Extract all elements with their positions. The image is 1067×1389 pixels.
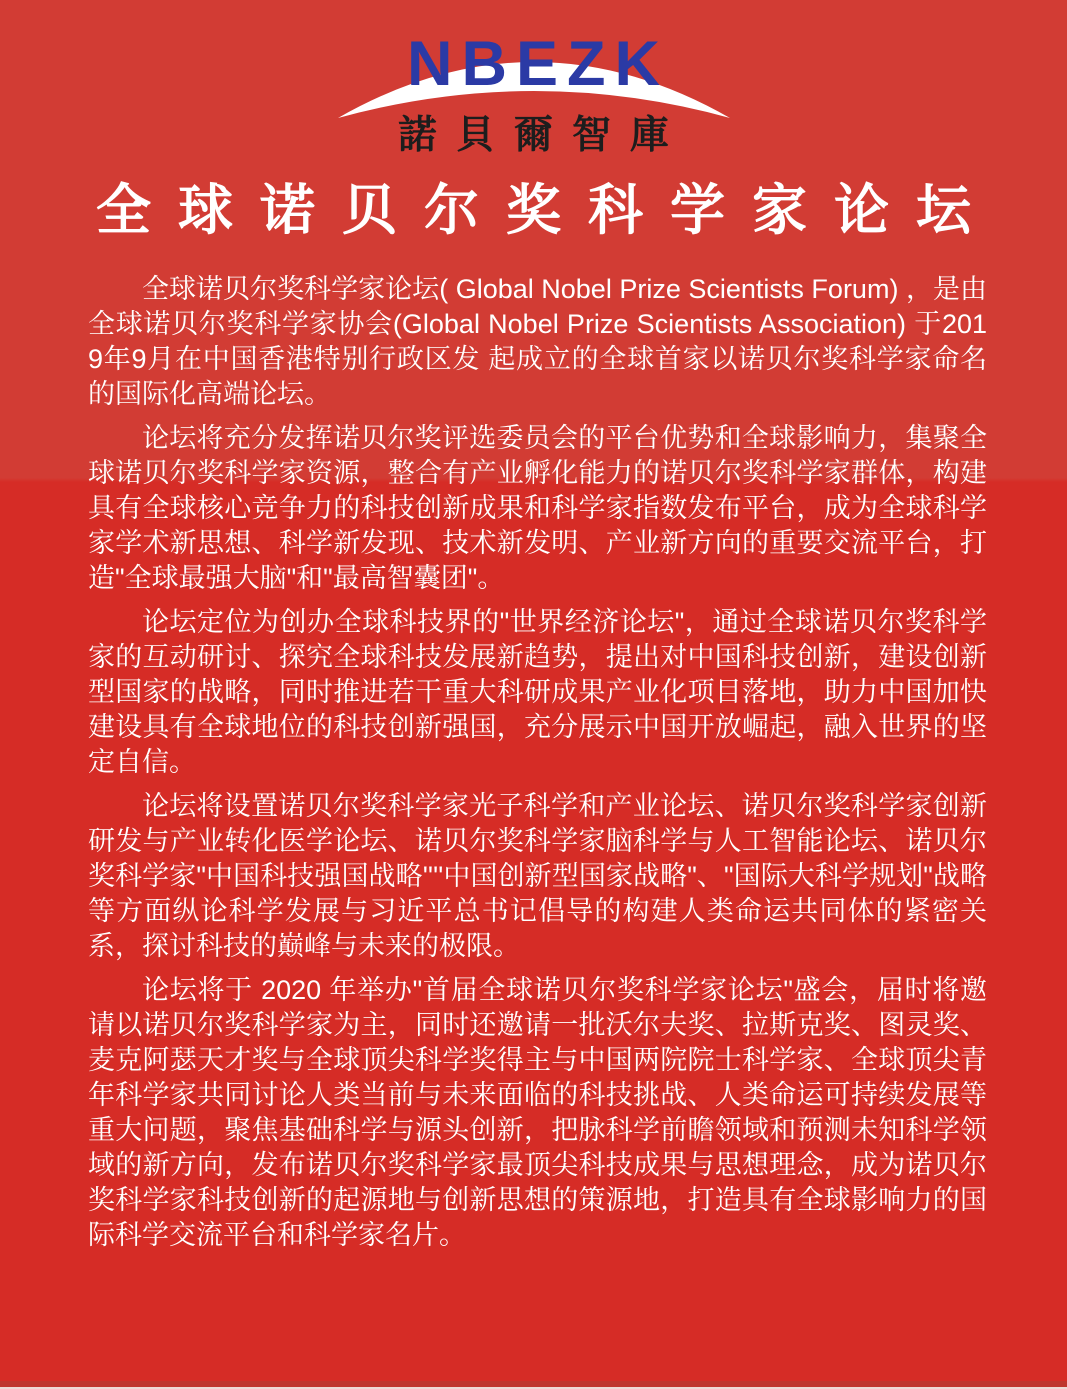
logo-mark <box>334 22 734 106</box>
logo-chinese-name: 諾貝爾智庫 <box>397 114 688 157</box>
paragraph-sub-forums: 论坛将设置诺贝尔奖科学家光子科学和产业论坛、诺贝尔奖科学家创新研发与产业转化医学论坛、诺贝尔奖科学家脑科学与人工智能论坛、诺贝尔奖科学家"中国科技强国战略''''中国创新型国家战略"、"国际大科学规划"战略等方面纵论科学发展与习近平总书记倡导的构建人类命运共同体的紧密关系，探讨科技的巅峰与未来的极限。 <box>88 791 987 961</box>
logo-acronym: NBEZK <box>407 29 669 99</box>
paragraph-intro: 全球诺贝尔奖科学家论坛( Global Nobel Prize Scientists Forum) ，是由全球诺贝尔奖科学家协会(Global Nobel Prize Scientists Association) 于2019年9月在中国香港特别行政区发 起成立的全球首家以诺贝尔奖科学家命名的国际化高端论坛。 <box>88 274 987 409</box>
paragraph-2020-event: 论坛将于 2020 年举办"首届全球诺贝尔奖科学家论坛"盛会，届时将邀请以诺贝尔奖科学家为主，同时还邀请一批沃尔夫奖、拉斯克奖、图灵奖、麦克阿瑟天才奖与全球顶尖科学奖得主与中国两院院士科学家、全球顶尖青年科学家共同讨论人类当前与未来面临的科技挑战、人类命运可持续发展等重大问题，聚焦基础科学与源头创新，把脉科学前瞻领域和预测未知科学领域的新方向，发布诺贝尔奖科学家最顶尖科技成果与思想理念，成为诺贝尔奖科学家科技创新的起源地与创新思想的策源地，打造具有全球影响力的国际科学交流平台和科学家名片。 <box>88 975 987 1250</box>
logo <box>0 0 1067 158</box>
paragraph-positioning: 论坛定位为创办全球科技界的"世界经济论坛"，通过全球诺贝尔奖科学家的互动研讨、探究全球科技发展新趋势，提出对中国科技创新，建设创新型国家的战略，同时推进若干重大科研成果产业化项目落地，助力中国加快建设具有全球地位的科技创新强国，充分展示中国开放崛起，融入世界的坚定自信。 <box>88 607 987 777</box>
paragraph-platform: 论坛将充分发挥诺贝尔奖评选委员会的平台优势和全球影响力，集聚全球诺贝尔奖科学家资源，整合有产业孵化能力的诺贝尔奖科学家群体，构建具有全球核心竞争力的科技创新成果和科学家指数发布平台，成为全球科学家学术新思想、科学新发现、技术新发明、产业新方向的重要交流平台，打造"全球最强大脑"和"最高智囊团"。 <box>88 423 987 593</box>
bottom-edge-strip <box>0 1381 1067 1389</box>
page-title: 全球诺贝尔奖科学家论坛 <box>95 180 998 241</box>
body-text <box>0 272 1067 1253</box>
